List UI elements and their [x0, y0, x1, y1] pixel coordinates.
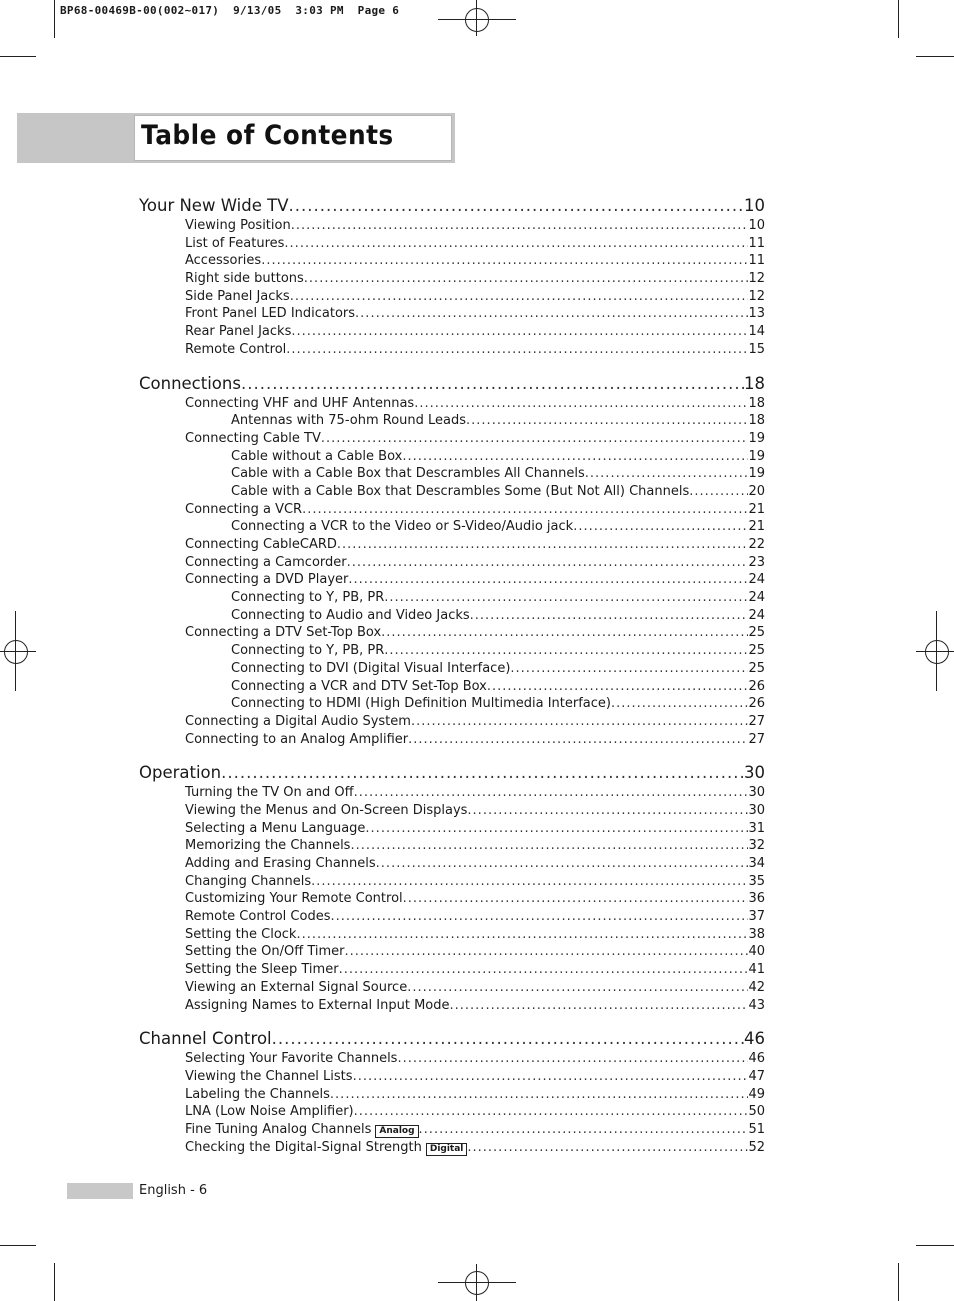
toc-entry[interactable]: [139, 997, 765, 1015]
toc-entry[interactable]: [139, 341, 765, 359]
toc-subentry-label: Cable without a Cable Box: [231, 448, 403, 464]
toc-entry-label: Connecting VHF and UHF Antennas: [185, 395, 415, 411]
toc-entry[interactable]: [139, 943, 765, 961]
toc-entry[interactable]: [139, 288, 765, 306]
toc-section-heading-label: Operation: [139, 763, 222, 783]
dot-leader: [487, 678, 749, 696]
toc-entry[interactable]: [139, 305, 765, 323]
toc-entry[interactable]: [139, 961, 765, 979]
toc-subentry-label: Connecting a VCR to the Video or S-Video/Audio jack: [231, 519, 574, 535]
toc-entry-label: Assigning Names to External Input Mode: [185, 997, 450, 1013]
toc-entry[interactable]: [139, 1086, 765, 1104]
toc-entry-label: Viewing the Menus and On-Screen Displays: [185, 802, 468, 818]
toc-subentry-page-number: 25: [748, 643, 765, 659]
toc-entry-label: Connecting a VCR: [185, 501, 303, 517]
toc-subentry[interactable]: [139, 642, 765, 660]
toc-entry-page-number: 49: [748, 1086, 765, 1102]
toc-section-heading-page-number: 30: [744, 763, 765, 783]
dot-leader: [470, 607, 749, 625]
toc-entry[interactable]: [139, 713, 765, 731]
dot-leader: [381, 624, 748, 642]
toc-entry[interactable]: [139, 1103, 765, 1121]
dot-leader: [347, 554, 749, 572]
toc-subentry[interactable]: [139, 607, 765, 625]
toc-entry-label: Memorizing the Channels: [185, 838, 351, 854]
toc-entry-page-number: 12: [748, 271, 765, 287]
toc-entry[interactable]: [139, 1139, 765, 1157]
toc-entry-page-number: 22: [748, 537, 765, 552]
dot-leader: [291, 323, 748, 341]
toc-subentry[interactable]: [139, 518, 765, 536]
toc-subentry-label: Connecting to Y, PB, PR: [231, 590, 385, 606]
toc-subentry-label: Connecting to Audio and Video Jacks: [231, 607, 470, 623]
toc-entry-page-number: 40: [748, 944, 765, 960]
dot-leader: [296, 926, 748, 944]
toc-entry[interactable]: [139, 802, 765, 820]
toc-entry-page-number: 38: [748, 926, 765, 942]
toc-entry-label: Viewing the Channel Lists: [185, 1068, 353, 1084]
dot-leader: [354, 784, 749, 802]
toc-entry[interactable]: [139, 1121, 765, 1139]
toc-entry[interactable]: [139, 731, 765, 749]
toc-entry[interactable]: [139, 554, 765, 572]
toc-entry-label: Setting the On/Off Timer: [185, 944, 345, 960]
toc-entry-page-number: 37: [748, 909, 765, 925]
toc-subentry-label: Cable with a Cable Box that Descrambles Some (But Not All) Channels: [231, 483, 690, 499]
toc-entry-label: List of Features: [185, 235, 285, 251]
dot-leader: [467, 802, 748, 820]
footer-bar: [67, 1183, 133, 1199]
dot-leader: [467, 1139, 748, 1157]
dot-leader: [689, 483, 748, 501]
toc-entry-label: Front Panel LED Indicators: [185, 306, 356, 322]
toc-entry-label: Setting the Clock: [185, 926, 297, 942]
toc-entry-page-number: 30: [748, 802, 765, 818]
toc-entry[interactable]: [139, 430, 765, 448]
toc-entry[interactable]: [139, 501, 765, 519]
toc-entry-label: Remote Control Codes: [185, 909, 331, 925]
toc-entry-label: Accessories: [185, 253, 262, 269]
toc-entry-label: Connecting a Digital Audio System: [185, 713, 411, 729]
toc-entry-page-number: 47: [748, 1068, 765, 1084]
toc-entry[interactable]: [139, 908, 765, 926]
dot-leader: [466, 412, 748, 430]
toc-entry-page-number: 19: [748, 430, 765, 446]
dot-leader: [510, 660, 748, 678]
toc-entry[interactable]: [139, 217, 765, 235]
table-of-contents: [139, 194, 765, 1169]
toc-subentry-label: Connecting a VCR and DTV Set-Top Box: [231, 678, 487, 694]
toc-entry-page-number: 15: [748, 341, 765, 357]
toc-subentry-label: Connecting to Y, PB, PR: [231, 643, 385, 659]
dot-leader: [353, 1068, 749, 1086]
dot-leader: [408, 731, 748, 749]
toc-entry[interactable]: [139, 784, 765, 802]
toc-entry-page-number: 14: [748, 324, 765, 340]
toc-entry-label: Remote Control: [185, 341, 287, 357]
dot-leader: [221, 761, 744, 784]
toc-entry-page-number: 32: [748, 838, 765, 854]
toc-entry-page-number: 27: [748, 731, 765, 747]
toc-entry[interactable]: [139, 536, 765, 554]
toc-entry[interactable]: [139, 323, 765, 341]
toc-entry[interactable]: [139, 1050, 765, 1068]
dot-leader: [348, 571, 748, 589]
page-number-footer: English - 6: [139, 1183, 208, 1198]
toc-entry-label: Setting the Sleep Timer: [185, 962, 339, 978]
toc-subentry-page-number: 18: [748, 413, 765, 429]
dot-leader: [290, 288, 749, 306]
toc-section-heading-label: Connections: [139, 373, 241, 393]
dot-leader: [365, 820, 748, 838]
dot-leader: [411, 713, 749, 731]
dot-leader: [272, 1027, 744, 1050]
signal-type-badge: Analog: [375, 1125, 418, 1138]
toc-section-heading-page-number: 18: [744, 373, 765, 393]
toc-section-heading[interactable]: [139, 1027, 765, 1050]
dot-leader: [339, 961, 749, 979]
toc-entry-label: LNA (Low Noise Amplifier): [185, 1104, 354, 1120]
dot-leader: [419, 1121, 749, 1139]
dot-leader: [585, 465, 749, 483]
toc-entry[interactable]: [139, 873, 765, 891]
dot-leader: [344, 943, 748, 961]
toc-section-heading-page-number: 10: [744, 196, 765, 215]
dot-leader: [241, 372, 744, 395]
toc-section-heading[interactable]: [139, 761, 765, 784]
dot-leader: [261, 252, 748, 270]
dot-leader: [284, 235, 748, 253]
toc-subentry-page-number: 21: [748, 519, 765, 535]
toc-entry-page-number: 12: [748, 288, 765, 304]
toc-entry-label: Adding and Erasing Channels: [185, 856, 376, 871]
dot-leader: [384, 589, 748, 607]
toc-entry[interactable]: [139, 1068, 765, 1086]
toc-entry[interactable]: [139, 855, 765, 873]
toc-entry-page-number: 10: [748, 218, 765, 233]
toc-entry-page-number: 21: [748, 501, 765, 517]
toc-entry[interactable]: [139, 270, 765, 288]
toc-entry-label: Right side buttons: [185, 271, 304, 287]
toc-entry-label: Labeling the Channels: [185, 1086, 330, 1102]
toc-subentry-page-number: 25: [748, 660, 765, 676]
toc-entry-label: Viewing an External Signal Source: [185, 979, 408, 995]
toc-entry-label: Connecting CableCARD: [185, 537, 337, 552]
dot-leader: [321, 430, 749, 448]
toc-entry[interactable]: [139, 252, 765, 270]
dot-leader: [355, 305, 748, 323]
toc-subentry-label: Connecting to DVI (Digital Visual Interface): [231, 660, 511, 676]
toc-section-heading[interactable]: [139, 194, 765, 217]
toc-entry-page-number: 13: [748, 306, 765, 322]
dot-leader: [291, 217, 749, 235]
dot-leader: [337, 536, 749, 554]
toc-entry-label: Rear Panel Jacks: [185, 324, 292, 340]
toc-entry-page-number: 46: [748, 1051, 765, 1067]
print-header: BP68-00469B-00(002~017) 9/13/05 3:03 PM Page 6: [60, 4, 400, 17]
toc-section: [139, 1027, 765, 1156]
toc-entry-page-number: 52: [748, 1139, 765, 1155]
toc-entry-page-number: 11: [748, 253, 765, 269]
toc-entry-page-number: 24: [748, 572, 765, 588]
toc-entry-label: Side Panel Jacks: [185, 288, 290, 304]
title-banner: [134, 115, 452, 161]
toc-entry-label: Connecting a DTV Set-Top Box: [185, 625, 382, 641]
dot-leader: [286, 341, 748, 359]
dot-leader: [573, 518, 748, 536]
toc-entry[interactable]: [139, 820, 765, 838]
dot-leader: [350, 837, 748, 855]
toc-subentry[interactable]: [139, 448, 765, 466]
toc-entry[interactable]: [139, 395, 765, 413]
toc-subentry-page-number: 19: [748, 466, 765, 482]
toc-entry-page-number: 30: [748, 785, 765, 801]
toc-section: [139, 372, 765, 749]
dot-leader: [407, 979, 748, 997]
toc-section: [139, 194, 765, 359]
toc-subentry[interactable]: [139, 465, 765, 483]
toc-entry-page-number: 18: [748, 395, 765, 411]
toc-entry-label: Fine Tuning Analog Channels: [185, 1121, 372, 1137]
toc-entry-label: Customizing Your Remote Control: [185, 891, 403, 907]
toc-entry-page-number: 31: [748, 820, 765, 836]
toc-entry-label: Viewing Position: [185, 218, 291, 233]
dot-leader: [403, 890, 749, 908]
dot-leader: [304, 270, 749, 288]
toc-entry-page-number: 50: [748, 1104, 765, 1120]
toc-subentry-page-number: 20: [748, 483, 765, 499]
toc-subentry[interactable]: [139, 589, 765, 607]
toc-subentry[interactable]: [139, 483, 765, 501]
toc-subentry[interactable]: [139, 660, 765, 678]
toc-subentry[interactable]: [139, 695, 765, 713]
dot-leader: [397, 1050, 748, 1068]
toc-entry-page-number: 25: [748, 625, 765, 641]
dot-leader: [302, 501, 748, 519]
dot-leader: [311, 873, 748, 891]
toc-entry-page-number: 42: [748, 979, 765, 995]
dot-leader: [376, 855, 749, 873]
toc-entry-label: Changing Channels: [185, 873, 312, 889]
toc-entry-label: Turning the TV On and Off: [185, 785, 354, 801]
toc-entry[interactable]: [139, 624, 765, 642]
dot-leader: [354, 1103, 749, 1121]
toc-subentry-page-number: 26: [748, 678, 765, 694]
toc-entry-page-number: 23: [748, 554, 765, 570]
toc-entry-page-number: 51: [748, 1121, 765, 1137]
dot-leader: [330, 1086, 749, 1104]
toc-entry-page-number: 43: [748, 997, 765, 1013]
toc-entry-label: Connecting a Camcorder: [185, 554, 347, 570]
toc-entry[interactable]: [139, 837, 765, 855]
toc-entry-label: Checking the Digital-Signal Strength: [185, 1139, 422, 1155]
toc-entry[interactable]: [139, 235, 765, 253]
toc-entry-page-number: 41: [748, 962, 765, 978]
toc-entry-page-number: 27: [748, 713, 765, 729]
dot-leader: [611, 695, 748, 713]
toc-subentry-label: Antennas with 75-ohm Round Leads: [231, 413, 467, 429]
dot-leader: [384, 642, 748, 660]
dot-leader: [414, 395, 748, 413]
toc-subentry[interactable]: [139, 678, 765, 696]
dot-leader: [450, 997, 749, 1015]
toc-entry[interactable]: [139, 979, 765, 997]
toc-entry-label: Connecting Cable TV: [185, 430, 321, 446]
toc-subentry-page-number: 26: [748, 696, 765, 712]
dot-leader: [288, 194, 744, 217]
signal-type-badge: Digital: [426, 1143, 468, 1156]
toc-entry-page-number: 36: [748, 891, 765, 907]
toc-entry-page-number: 34: [748, 856, 765, 871]
toc-section-heading-label: Channel Control: [139, 1029, 272, 1049]
toc-subentry-label: Cable with a Cable Box that Descrambles All Channels: [231, 466, 585, 482]
toc-entry-label: Selecting Your Favorite Channels: [185, 1051, 398, 1067]
page-title: Table of Contents: [141, 120, 394, 151]
toc-subentry-label: Connecting to HDMI (High Definition Multimedia Interface): [231, 696, 611, 712]
toc-entry[interactable]: [139, 571, 765, 589]
toc-entry-label: Connecting to an Analog Amplifier: [185, 731, 409, 747]
toc-entry-page-number: 35: [748, 873, 765, 889]
toc-entry[interactable]: [139, 890, 765, 908]
toc-subentry-page-number: 24: [748, 590, 765, 606]
toc-entry-page-number: 11: [748, 235, 765, 251]
toc-subentry-page-number: 24: [748, 607, 765, 623]
dot-leader: [402, 448, 748, 466]
toc-entry-label: Connecting a DVD Player: [185, 572, 349, 588]
toc-entry-label: Selecting a Menu Language: [185, 820, 366, 836]
toc-subentry-page-number: 19: [748, 448, 765, 464]
toc-entry[interactable]: [139, 926, 765, 944]
toc-section: [139, 761, 765, 1014]
toc-section-heading-page-number: 46: [744, 1029, 765, 1049]
toc-section-heading[interactable]: [139, 372, 765, 395]
toc-section-heading-label: Your New Wide TV: [139, 196, 289, 215]
dot-leader: [330, 908, 748, 926]
toc-subentry[interactable]: [139, 412, 765, 430]
